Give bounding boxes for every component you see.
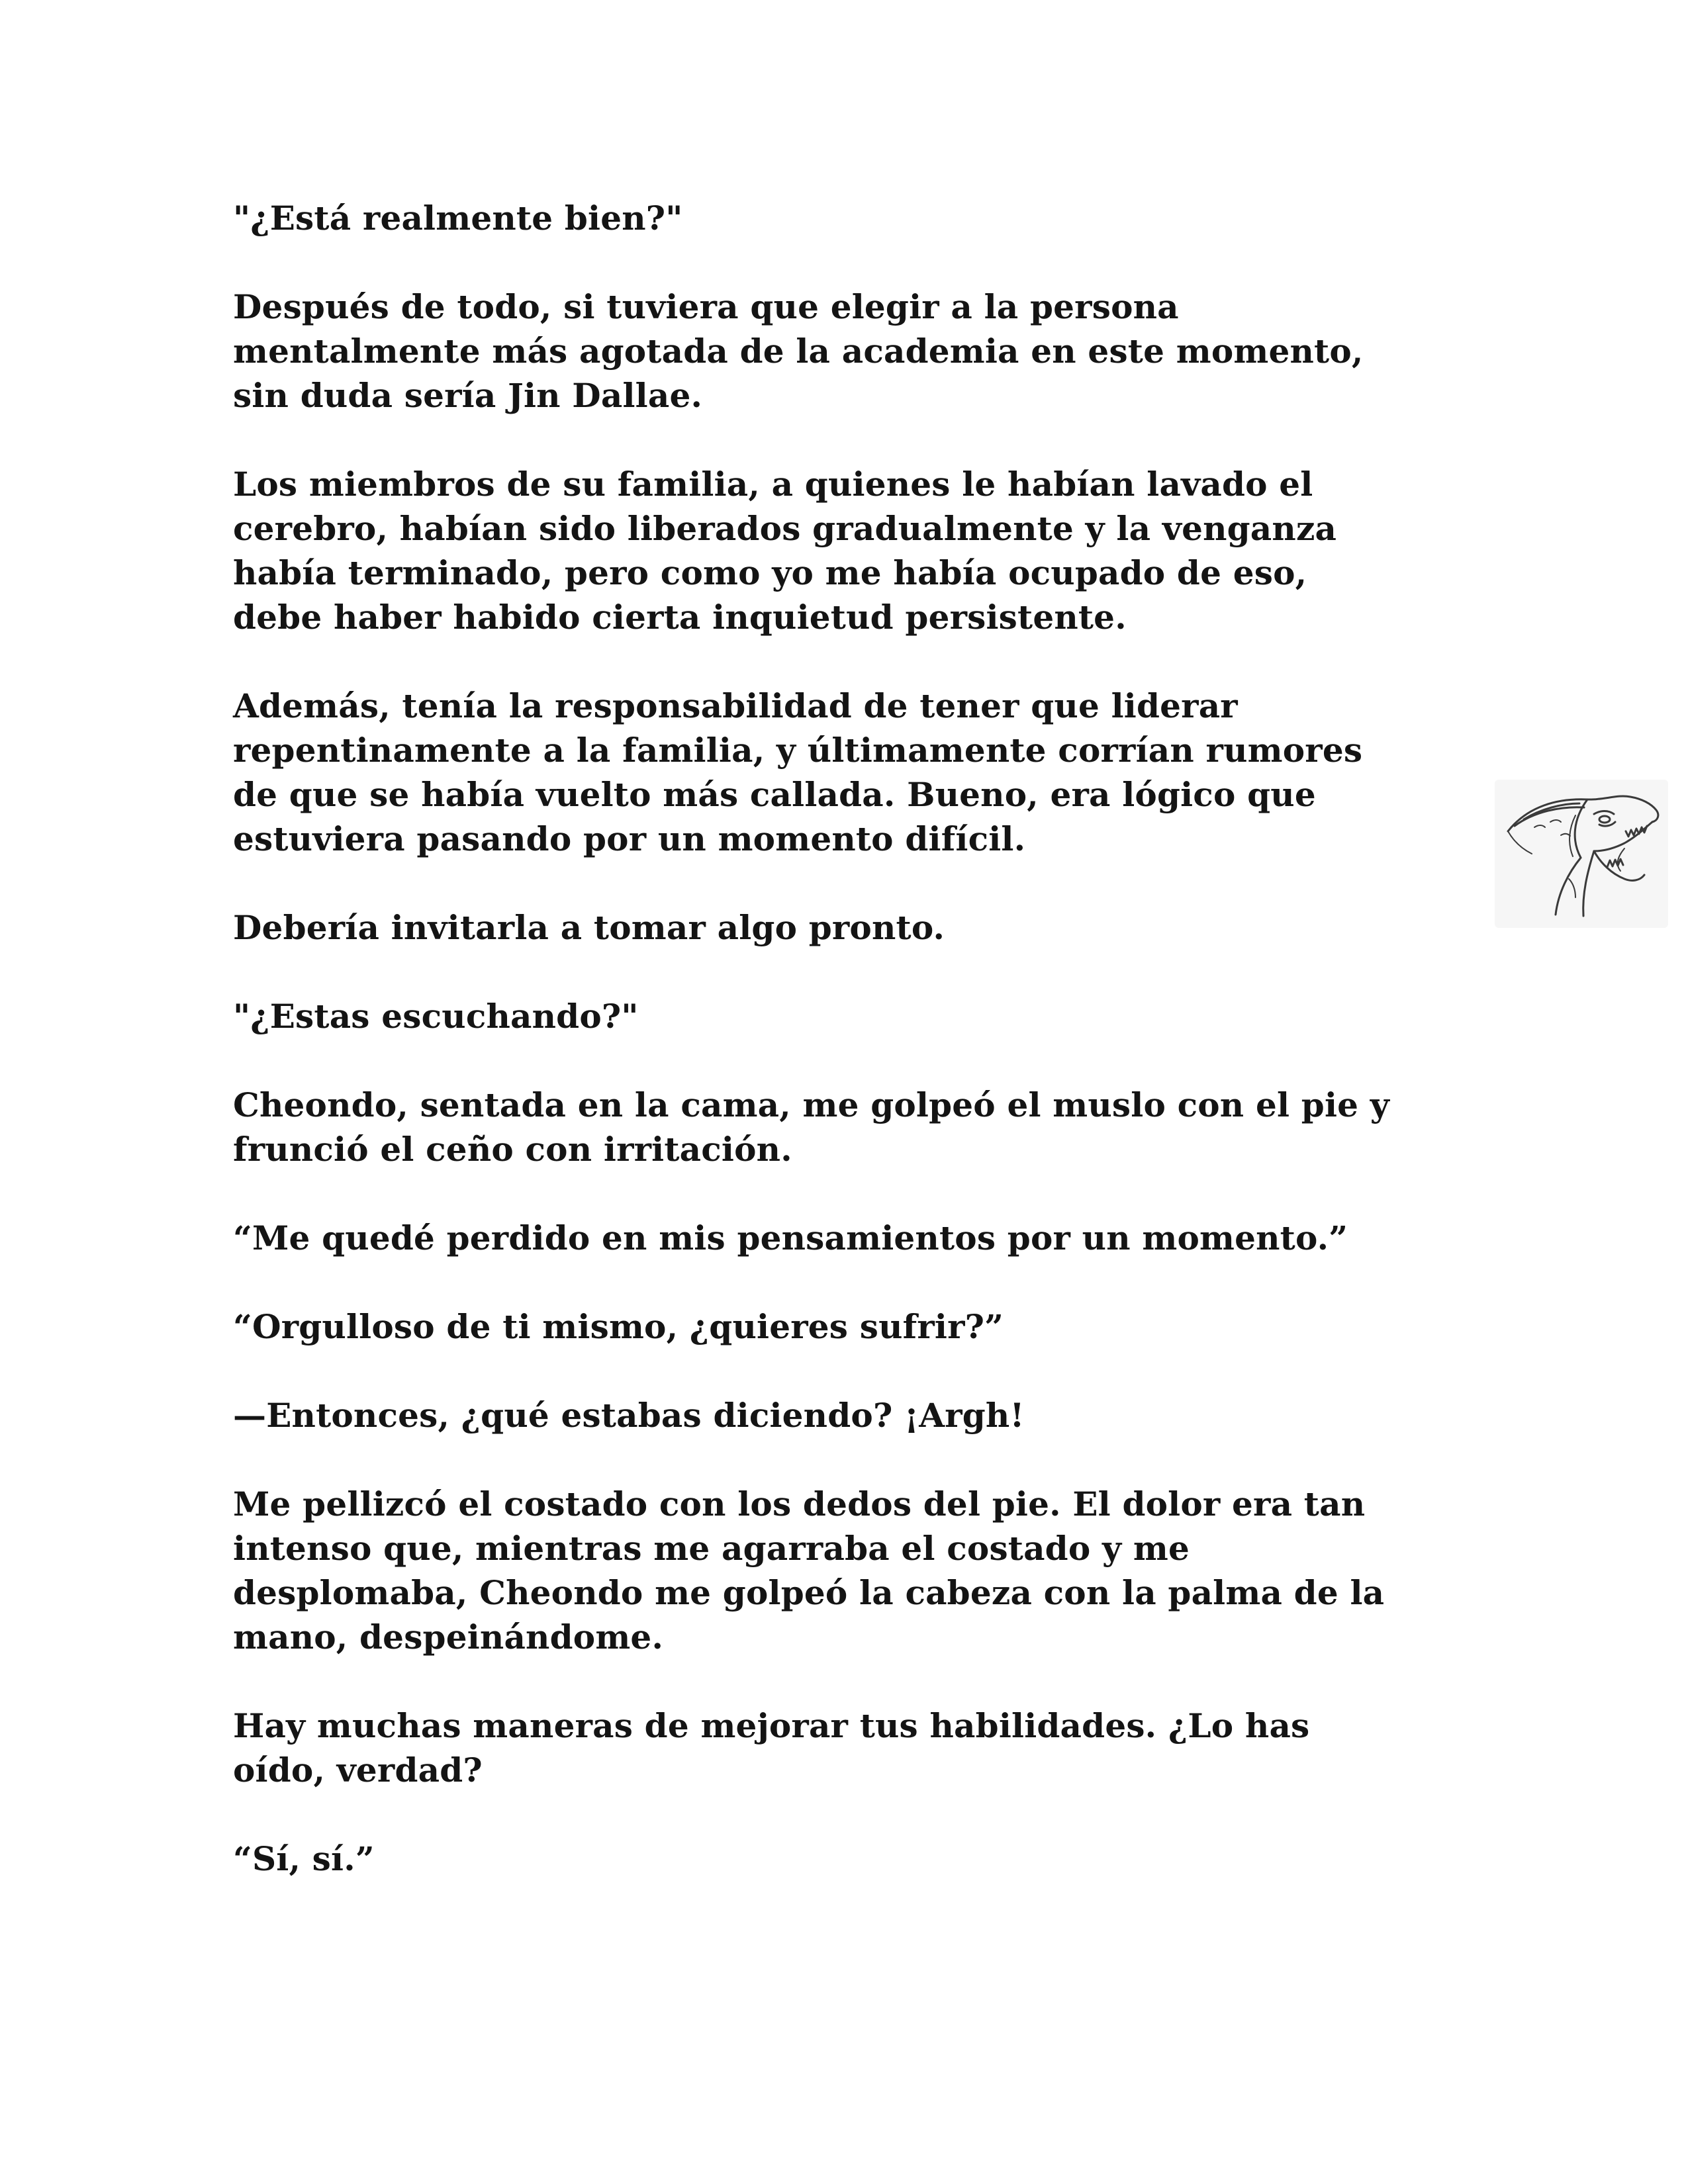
paragraph-line: había terminado, pero como yo me había ocupado de eso,: [233, 553, 1307, 592]
paragraph-line: debe haber habido cierta inquietud persistente.: [233, 598, 1127, 637]
paragraph-9: [233, 1304, 1444, 1349]
paragraph-line: Cheondo, sentada en la cama, me golpeó el muslo con el pie y: [233, 1085, 1390, 1124]
paragraph-12: [233, 1704, 1444, 1792]
paragraph-3: [233, 462, 1444, 639]
paragraph-11: [233, 1482, 1444, 1659]
paragraph-line: Los miembros de su familia, a quienes le habían lavado el: [233, 465, 1313, 504]
body-text: [233, 196, 1444, 1881]
paragraph-line: —Entonces, ¿qué estabas diciendo? ¡Argh!: [233, 1396, 1025, 1435]
paragraph-line: intenso que, mientras me agarraba el costado y me: [233, 1529, 1190, 1568]
paragraph-line: oído, verdad?: [233, 1751, 483, 1790]
paragraph-line: desplomaba, Cheondo me golpeó la cabeza con la palma de la: [233, 1573, 1385, 1612]
paragraph-line: "¿Estas escuchando?": [233, 997, 639, 1036]
paragraph-5: [233, 905, 1444, 950]
paragraph-line: “Me quedé perdido en mis pensamientos por un momento.”: [233, 1218, 1348, 1257]
paragraph-line: repentinamente a la familia, y últimamente corrían rumores: [233, 731, 1363, 770]
paragraph-line: estuviera pasando por un momento difícil.: [233, 819, 1026, 858]
paragraph-6: [233, 994, 1444, 1038]
paragraph-line: Después de todo, si tuviera que elegir a la persona: [233, 287, 1179, 326]
paragraph-line: Hay muchas maneras de mejorar tus habilidades. ¿Lo has: [233, 1706, 1310, 1745]
paragraph-4: [233, 684, 1444, 861]
paragraph-10: [233, 1393, 1444, 1437]
paragraph-line: sin duda sería Jin Dallae.: [233, 376, 703, 415]
paragraph-line: frunció el ceño con irritación.: [233, 1130, 792, 1169]
paragraph-line: mentalmente más agotada de la academia en este momento,: [233, 332, 1364, 371]
paragraph-7: [233, 1083, 1444, 1171]
paragraph-line: cerebro, habían sido liberados gradualmente y la venganza: [233, 509, 1337, 548]
paragraph-line: mano, despeinándome.: [233, 1617, 664, 1657]
paragraph-2: [233, 285, 1444, 418]
paragraph-line: “Sí, sí.”: [233, 1839, 375, 1878]
dinosaur-head-sketch-icon: [1495, 780, 1668, 928]
paragraph-13: [233, 1837, 1444, 1881]
paragraph-line: Además, tenía la responsabilidad de tener que liderar: [233, 686, 1238, 725]
paragraph-line: Me pellizcó el costado con los dedos del pie. El dolor era tan: [233, 1484, 1366, 1524]
paragraph-1: [233, 196, 1444, 240]
paragraph-line: Debería invitarla a tomar algo pronto.: [233, 908, 945, 947]
paragraph-line: “Orgulloso de ti mismo, ¿quieres sufrir?”: [233, 1307, 1004, 1346]
paragraph-line: "¿Está realmente bien?": [233, 199, 683, 238]
paragraph-line: de que se había vuelto más callada. Bueno, era lógico que: [233, 775, 1316, 814]
paragraph-8: [233, 1216, 1444, 1260]
